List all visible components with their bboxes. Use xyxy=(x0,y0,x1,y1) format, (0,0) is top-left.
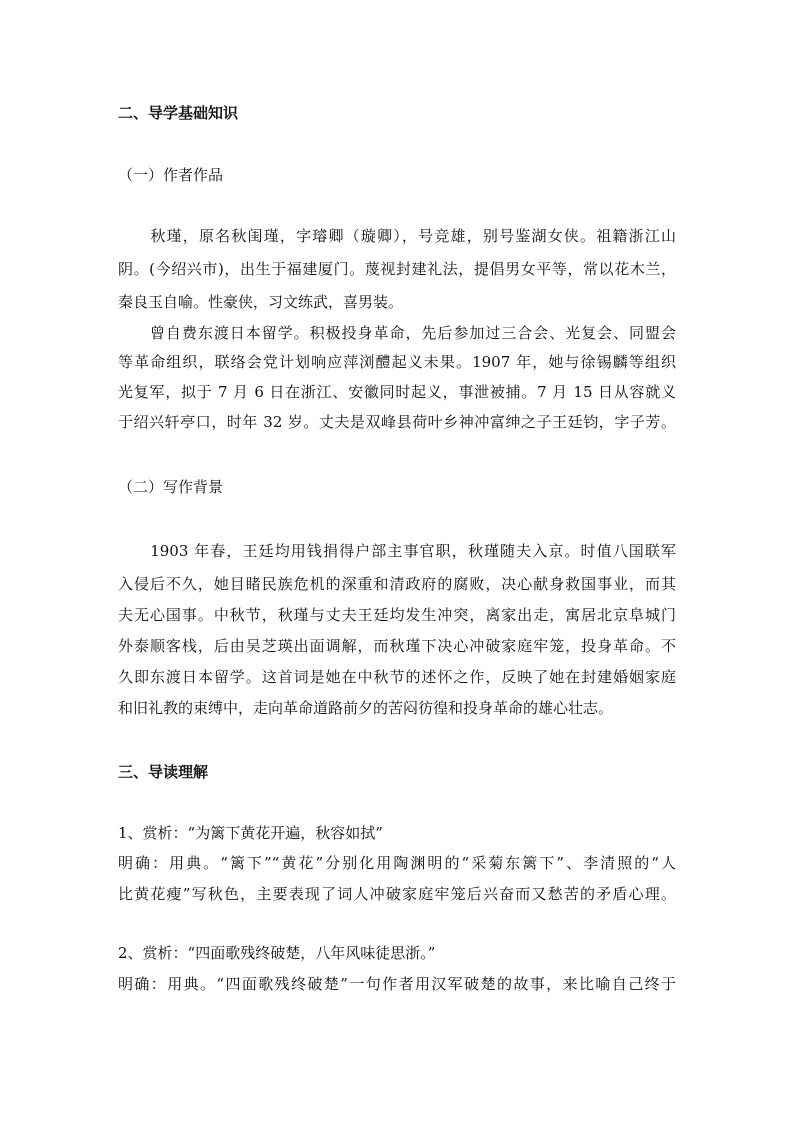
paragraph-line: 久即东渡日本留学。这首词是她在中秋节的述怀之作，反映了她在封建婚姻家庭 xyxy=(118,668,676,686)
paragraph-line: 秋瑾，原名秋闺瑾，字璿卿（璇卿），号竞雄，别号鉴湖女侠。祖籍浙江山 xyxy=(118,227,676,245)
question-line: 1、赏析：“为篱下黄花开遍，秋容如拭” xyxy=(118,824,383,842)
subsection-heading-author: （一）作者作品 xyxy=(118,166,224,184)
paragraph-line: 1903 年春，王廷均用钱捐得户部主事官职，秋瑾随夫入京。时值八国联军 xyxy=(118,542,676,560)
paragraph-line: 曾自费东渡日本留学。积极投身革命，先后参加过三合会、光复会、同盟会 xyxy=(118,324,676,342)
paragraph-line: 等革命组织，联络会党计划响应萍浏醴起义未果。1907 年，她与徐锡麟等组织 xyxy=(118,353,676,371)
paragraph-line: 夫无心国事。中秋节，秋瑾与丈夫王廷均发生冲突，离家出走，寓居北京阜城门 xyxy=(118,606,676,624)
paragraph-line: 秦良玉自喻。性豪侠，习文练武，喜男装。 xyxy=(118,293,404,311)
subsection-heading-background: （二）写作背景 xyxy=(118,478,224,496)
paragraph-line: 光复军，拟于 7 月 6 日在浙江、安徽同时起义，事泄被捕。7 月 15 日从容就义 xyxy=(118,383,676,401)
paragraph-line: 和旧礼教的束缚中，走向革命道路前夕的苦闷彷徨和投身革命的雄心壮志。 xyxy=(118,699,614,717)
question-line: 2、赏析：“四面歌残终破楚，八年风味徒思浙。” xyxy=(118,944,436,962)
paragraph-line: 外泰顺客栈，后由吴芝瑛出面调解，而秋瑾下决心冲破家庭牢笼，投身革命。不 xyxy=(118,637,676,655)
paragraph-line: 于绍兴轩亭口，时年 32 岁。丈夫是双峰县荷叶乡神冲富绅之子王廷钧，字子芳。 xyxy=(118,413,676,431)
paragraph-line: 入侵后不久，她目睹民族危机的深重和清政府的腐败，决心献身救国事业，而其 xyxy=(118,575,676,593)
section-heading-3: 三、导读理解 xyxy=(118,763,209,781)
answer-line: 比黄花瘦”写秋色，主要表现了词人冲破家庭牢笼后兴奋而又愁苦的矛盾心理。 xyxy=(118,885,676,903)
paragraph-line: 阴。(今绍兴市)，出生于福建厦门。蔑视封建礼法，提倡男女平等，常以花木兰， xyxy=(118,260,676,278)
answer-line: 明确：用典。“四面歌残终破楚”一句作者用汉军破楚的故事，来比喻自己终于 xyxy=(118,975,676,993)
section-heading-2: 二、导学基础知识 xyxy=(118,104,239,122)
answer-line: 明确：用典。“篱下”“黄花”分别化用陶渊明的“采菊东篱下”、李清照的“人 xyxy=(118,854,676,872)
